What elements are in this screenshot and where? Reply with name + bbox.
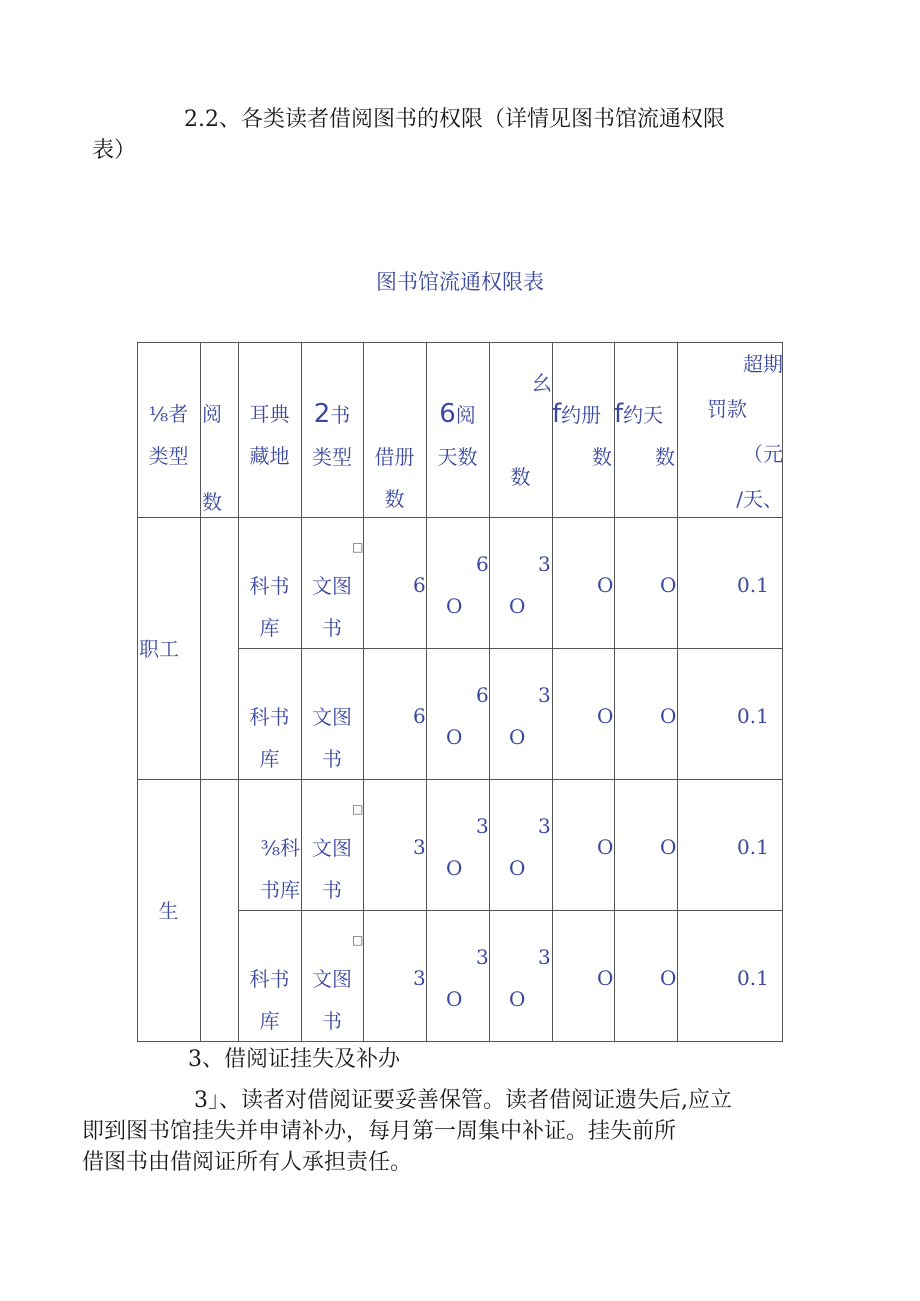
group-label-staff: 职工	[139, 637, 179, 661]
cell-text: 书	[322, 616, 342, 640]
header-reader-type	[137, 393, 200, 477]
header-text: f	[552, 399, 562, 429]
cell-text: 书	[322, 1009, 342, 1033]
row-collection	[238, 565, 301, 649]
header-text: 借册	[374, 445, 415, 469]
cell-text: 文图	[312, 574, 352, 598]
cell-text: 库	[259, 1009, 280, 1033]
header-text: 2	[313, 399, 331, 429]
cell-text: 库	[259, 747, 280, 771]
cell-text: 书	[322, 747, 342, 771]
header-borrow-count	[363, 436, 426, 520]
intro-line-1: 2.2、各类读者借阅图书的权限（详情见图书馆流通权限	[184, 107, 725, 132]
section-3-heading: 3、借阅证挂失及补办	[188, 1047, 400, 1072]
row-renew-bottom: O	[509, 725, 526, 749]
row-renew-top: 3	[538, 814, 551, 838]
header-text: 数	[384, 487, 405, 511]
row-renew-top: 3	[538, 945, 551, 969]
header-text: 超期	[743, 352, 783, 376]
row-days-top: 3	[476, 814, 489, 838]
header-text: 数	[510, 465, 531, 489]
header-text: 数	[202, 490, 222, 514]
row-book-type	[301, 565, 363, 649]
header-text: /天、	[736, 487, 783, 511]
cell-text: ⅜科	[260, 836, 300, 860]
table-title: 图书馆流通权限表	[376, 270, 544, 294]
header-text: 数	[592, 445, 612, 469]
row-days-top: 6	[476, 552, 489, 576]
row-book-type	[301, 696, 363, 780]
cell-text: 书	[322, 878, 342, 902]
header-text: 约天	[623, 403, 664, 427]
header-renew	[489, 362, 552, 498]
header-text: 罚款	[707, 397, 747, 421]
intro-line-2: 表）	[92, 138, 137, 163]
section-3-paragraph	[82, 1085, 788, 1178]
header-text: 6	[439, 399, 456, 429]
row-borrow-count: 6	[413, 573, 426, 597]
header-collection	[238, 393, 301, 477]
cell-text: 库	[259, 616, 280, 640]
row-collection	[238, 696, 301, 780]
cell-text: 科书	[249, 967, 290, 991]
cell-text: 文图	[312, 836, 352, 860]
header-text: 类型	[148, 444, 189, 468]
row-reserve-count: O	[597, 966, 614, 990]
row-renew-bottom: O	[509, 594, 526, 618]
row-days-bottom: O	[446, 725, 463, 749]
header-text: 阅	[202, 402, 222, 426]
header-reserve-count	[552, 393, 614, 478]
row-reserve-days: O	[660, 704, 677, 728]
section-3-line-3: 借图书由借阅证所有人承担责任。	[82, 1150, 413, 1175]
row-book-type	[301, 827, 363, 911]
group-label-student: 生	[158, 899, 179, 923]
row-fine: 0.1	[737, 835, 769, 859]
row-renew-top: 3	[538, 683, 551, 707]
row-borrow-count: 3	[413, 835, 426, 859]
header-text: 书	[330, 403, 351, 427]
row-days-bottom: O	[446, 856, 463, 880]
row-days-top: 6	[476, 683, 489, 707]
header-text: （元	[743, 442, 783, 466]
row-reserve-days: O	[660, 835, 677, 859]
header-text: 类型	[312, 445, 352, 469]
header-days	[426, 393, 489, 478]
header-text: 藏地	[249, 444, 290, 468]
section-3-line-1: 3」、读者对借阅证要妥善保管。读者借阅证遗失后,应立	[194, 1088, 732, 1113]
header-reserve-days	[614, 393, 677, 478]
row-reserve-count: O	[597, 573, 614, 597]
row-days-bottom: O	[446, 987, 463, 1011]
cell-text: 科书	[249, 574, 290, 598]
intro-paragraph	[92, 104, 788, 166]
header-text: 天数	[437, 445, 478, 469]
cell-text: 书库	[260, 878, 300, 902]
box-mark: □	[352, 540, 364, 554]
row-fine: 0.1	[737, 704, 769, 728]
header-text: 数	[655, 445, 675, 469]
row-renew-top: 3	[538, 552, 551, 576]
cell-text: 文图	[312, 705, 352, 729]
row-borrow-count: 3	[413, 966, 426, 990]
header-text: 幺	[532, 371, 552, 395]
row-reserve-days: O	[660, 573, 677, 597]
row-days-bottom: O	[446, 594, 463, 618]
row-borrow-count: 6	[413, 704, 426, 728]
header-text: ⅛者	[148, 402, 189, 426]
header-fine	[677, 342, 783, 517]
header-text: f	[614, 399, 624, 429]
row-days-top: 3	[476, 945, 489, 969]
row-collection	[238, 827, 301, 911]
header-text: 约册	[561, 403, 602, 427]
section-3-line-2: 即到图书馆挂失并申请补办，每月第一周集中补证。挂失前所	[82, 1119, 677, 1144]
circulation-permission-table	[137, 342, 783, 1042]
row-renew-bottom: O	[509, 987, 526, 1011]
header-text: 阅	[455, 403, 476, 427]
box-mark: □	[352, 802, 364, 816]
header-book-type	[301, 393, 363, 478]
row-collection	[238, 958, 301, 1042]
cell-text: 科书	[249, 705, 290, 729]
header-text: 耳典	[249, 402, 290, 426]
row-fine: 0.1	[737, 966, 769, 990]
row-reserve-count: O	[597, 704, 614, 728]
header-read-count	[200, 393, 240, 514]
cell-text: 文图	[312, 967, 352, 991]
row-reserve-days: O	[660, 966, 677, 990]
row-renew-bottom: O	[509, 856, 526, 880]
row-book-type	[301, 958, 363, 1042]
box-mark: □	[352, 933, 364, 947]
row-fine: 0.1	[737, 573, 769, 597]
row-reserve-count: O	[597, 835, 614, 859]
grid-line	[137, 779, 783, 780]
